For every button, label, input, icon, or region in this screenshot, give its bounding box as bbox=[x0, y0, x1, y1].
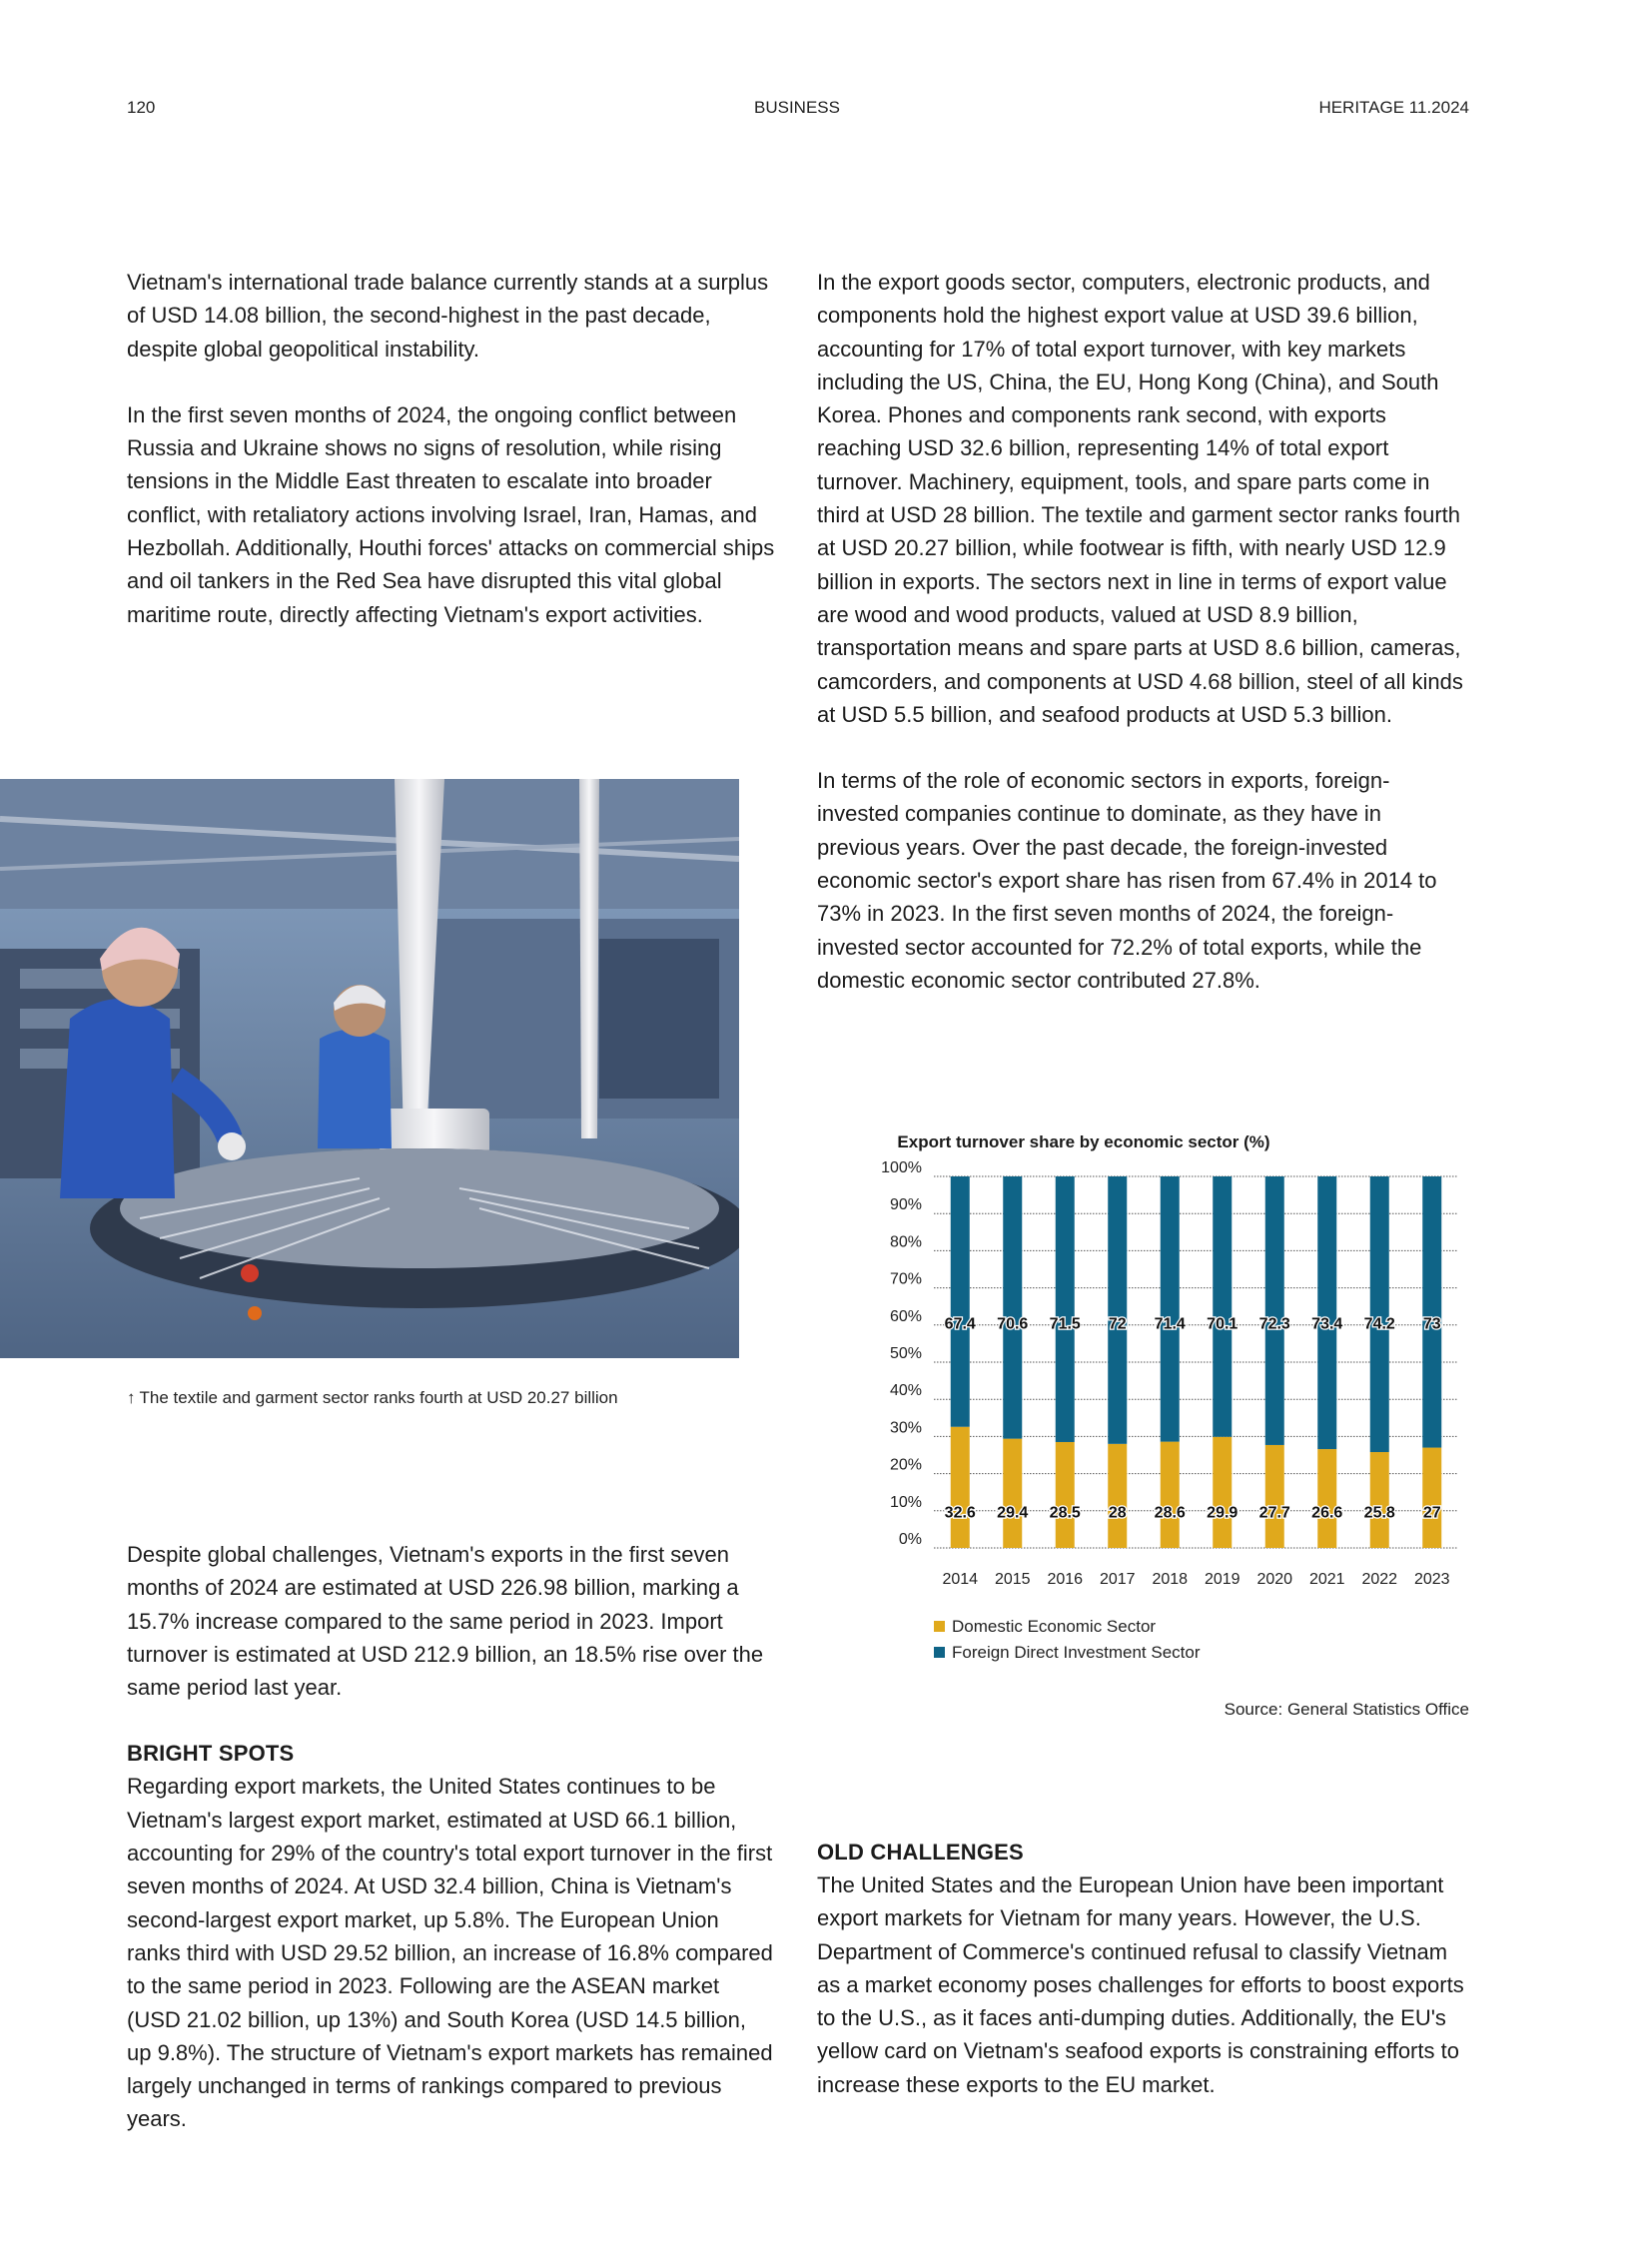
y-tick-label: 80% bbox=[889, 1233, 922, 1251]
y-tick-label: 10% bbox=[889, 1493, 922, 1511]
heading-old-challenges: OLD CHALLENGES bbox=[817, 1840, 1024, 1865]
bar-foreign bbox=[1265, 1176, 1284, 1445]
x-tick-label: 2020 bbox=[1256, 1571, 1293, 1588]
bar-foreign bbox=[1056, 1176, 1075, 1442]
bar-foreign bbox=[1422, 1176, 1441, 1448]
data-label-domestic: 26.6 bbox=[1311, 1504, 1343, 1522]
paragraph-trade-balance: Vietnam's international trade balance currently stands at a surplus of USD 14.08 billion, the second-highest in the past decade, despite global geopolitical instability. bbox=[127, 270, 769, 362]
bar-foreign bbox=[1003, 1176, 1022, 1439]
page-number: 120 bbox=[127, 98, 156, 117]
left-column-top bbox=[127, 266, 776, 631]
bar-domestic bbox=[1056, 1442, 1075, 1548]
paragraph-old-challenges: The United States and the European Union have been important export markets for Vietnam for many years. However, the U.S. Department of Commerce's continued refusal to classify Vietnam as a market economy poses challenges for efforts to boost exports to the U.S., as it faces anti-dumping duties. Additionally, the EU's yellow card on Vietnam's seafood exports is constraining efforts to increase these exports to the EU market. bbox=[817, 1872, 1464, 2097]
legend-label-domestic: Domestic Economic Sector bbox=[952, 1617, 1157, 1636]
bar-foreign bbox=[1108, 1176, 1127, 1444]
bar-domestic bbox=[1108, 1444, 1127, 1548]
data-label-foreign: 73.4 bbox=[1311, 1315, 1343, 1333]
x-tick-label: 2023 bbox=[1413, 1571, 1450, 1588]
x-tick-label: 2018 bbox=[1152, 1571, 1189, 1588]
bar-foreign bbox=[1317, 1176, 1336, 1449]
y-tick-label: 60% bbox=[889, 1307, 922, 1325]
bar-domestic bbox=[1370, 1452, 1389, 1548]
y-tick-label: 20% bbox=[889, 1456, 922, 1474]
bar-domestic bbox=[951, 1427, 970, 1548]
data-label-foreign: 71.5 bbox=[1049, 1315, 1081, 1333]
y-tick-label: 30% bbox=[889, 1419, 922, 1437]
bar-domestic bbox=[1213, 1437, 1232, 1548]
data-label-domestic: 32.6 bbox=[944, 1504, 976, 1522]
legend-label-foreign: Foreign Direct Investment Sector bbox=[952, 1643, 1201, 1662]
bar-foreign bbox=[1370, 1176, 1389, 1452]
chart-legend bbox=[934, 1614, 1200, 1666]
data-label-foreign: 67.4 bbox=[944, 1315, 976, 1333]
y-tick-label: 50% bbox=[889, 1345, 922, 1362]
bar-foreign bbox=[1161, 1176, 1180, 1442]
right-column-bottom bbox=[817, 1836, 1464, 2101]
paragraph-export-totals: Despite global challenges, Vietnam's exports in the first seven months of 2024 are estimated at USD 226.98 billion, marking a 15.7% increase compared to the same period in 2023. Import turnover is estimated at USD 212.9 billion, an 18.5% rise over the same period last year. bbox=[127, 1542, 764, 1701]
x-tick-label: 2019 bbox=[1204, 1571, 1240, 1588]
x-tick-label: 2022 bbox=[1361, 1571, 1398, 1588]
y-tick-label: 90% bbox=[889, 1196, 922, 1214]
data-label-foreign: 70.6 bbox=[997, 1315, 1029, 1333]
y-axis-ticks bbox=[881, 1159, 922, 1548]
data-label-foreign: 73 bbox=[1422, 1315, 1441, 1333]
legend-swatch-domestic bbox=[934, 1621, 945, 1632]
legend-item-domestic bbox=[934, 1614, 1200, 1640]
data-label-domestic: 27.7 bbox=[1258, 1504, 1290, 1522]
textile-factory-photo bbox=[0, 779, 739, 1358]
heading-bright-spots: BRIGHT SPOTS bbox=[127, 1741, 295, 1767]
photo-caption bbox=[127, 1388, 618, 1408]
data-label-foreign: 71.4 bbox=[1154, 1315, 1186, 1333]
paragraph-geopolitics: In the first seven months of 2024, the ongoing conflict between Russia and Ukraine shows no signs of resolution, while rising tensions in the Middle East threaten to escalate into broader conflict, with retaliatory actions involving Israel, Iran, Hamas, and Hezbollah. Additionally, Houthi forces' attacks on commercial ships and oil tankers in the Red Sea have disrupted this vital global maritime route, directly affecting Vietnam's export activities. bbox=[127, 401, 775, 627]
data-label-domestic: 29.9 bbox=[1207, 1504, 1239, 1522]
y-tick-label: 0% bbox=[898, 1531, 922, 1548]
bar-domestic bbox=[1003, 1439, 1022, 1548]
paragraph-export-markets: Regarding export markets, the United States continues to be Vietnam's largest export market, estimated at USD 66.1 billion, accounting for 29% of the country's total export turnover in the first seven months of 2024. At USD 32.4 billion, China is Vietnam's second-largest export market, up 5.8%. The European Union ranks third with USD 29.52 billion, an increase of 16.8% compared to the same period in 2023. Following are the ASEAN market (USD 21.02 billion, up 13%) and South Korea (USD 14.5 billion, up 9.8%). The structure of Vietnam's export markets has remained largely unchanged in terms of rankings compared to previous years. bbox=[127, 1774, 773, 2132]
data-label-foreign: 74.2 bbox=[1363, 1315, 1395, 1333]
x-tick-label: 2015 bbox=[994, 1571, 1031, 1588]
x-axis-ticks bbox=[942, 1571, 1449, 1588]
x-tick-label: 2014 bbox=[942, 1571, 979, 1588]
bar-foreign bbox=[951, 1176, 970, 1427]
arrow-up-icon: ↑ bbox=[127, 1388, 136, 1407]
bar-domestic bbox=[1265, 1445, 1284, 1548]
data-label-foreign: 70.1 bbox=[1207, 1315, 1239, 1333]
paragraph-export-goods: In the export goods sector, computers, electronic products, and components hold the highest export value at USD 39.6 billion, accounting for 17% of total export turnover, with key markets including the US, China, the EU, Hong Kong (China), and South Korea. Phones and components rank second, with exports reaching USD 32.6 billion, representing 14% of total export turnover. Machinery, equipment, tools, and spare parts come in third at USD 28 billion. The textile and garment sector ranks fourth at USD 20.27 billion, while footwear is fifth, with nearly USD 12.9 billion in exports. The sectors next in line in terms of export value are wood and wood products, valued at USD 8.9 billion, transportation means and spare parts at USD 8.6 billion, cameras, camcorders, and components at USD 4.68 billion, steel of all kinds at USD 5.5 billion, and seafood products at USD 5.3 billion. bbox=[817, 270, 1463, 727]
y-tick-label: 100% bbox=[881, 1159, 922, 1176]
legend-swatch-foreign bbox=[934, 1647, 945, 1658]
data-label-domestic: 27 bbox=[1422, 1504, 1441, 1522]
data-label-domestic: 28.6 bbox=[1154, 1504, 1186, 1522]
y-tick-label: 40% bbox=[889, 1382, 922, 1400]
bar-domestic bbox=[1422, 1448, 1441, 1548]
bar-domestic bbox=[1161, 1442, 1180, 1548]
right-column-top bbox=[817, 266, 1464, 997]
issue-label: HERITAGE 11.2024 bbox=[1318, 98, 1469, 117]
data-label-domestic: 29.4 bbox=[997, 1504, 1029, 1522]
x-tick-label: 2021 bbox=[1308, 1571, 1345, 1588]
paragraph-economic-sectors: In terms of the role of economic sectors in exports, foreign-invested companies continue to dominate, as they have in previous years. Over the past decade, the foreign-invested economic sector's export share has risen from 67.4% in 2014 to 73% in 2023. In the first seven months of 2024, the foreign-invested sector accounted for 72.2% of total exports, while the domestic economic sector contributed 27.8%. bbox=[817, 768, 1437, 993]
bar-foreign bbox=[1213, 1176, 1232, 1437]
photo-caption-text: The textile and garment sector ranks fourth at USD 20.27 billion bbox=[139, 1388, 618, 1407]
section-label: BUSINESS bbox=[754, 98, 840, 117]
x-tick-label: 2016 bbox=[1047, 1571, 1084, 1588]
data-label-domestic: 28 bbox=[1108, 1504, 1127, 1522]
data-label-foreign: 72.3 bbox=[1258, 1315, 1290, 1333]
chart-source: Source: General Statistics Office bbox=[1224, 1700, 1469, 1719]
legend-item-foreign bbox=[934, 1640, 1200, 1666]
data-label-domestic: 25.8 bbox=[1363, 1504, 1395, 1522]
data-label-foreign: 72 bbox=[1108, 1315, 1127, 1333]
data-label-domestic: 28.5 bbox=[1049, 1504, 1081, 1522]
chart-title: Export turnover share by economic sector (%) bbox=[897, 1132, 1270, 1151]
left-column-bottom bbox=[127, 1538, 776, 2136]
factory-illustration bbox=[0, 779, 739, 1358]
y-tick-label: 70% bbox=[889, 1270, 922, 1288]
x-tick-label: 2017 bbox=[1099, 1571, 1136, 1588]
bar-domestic bbox=[1317, 1449, 1336, 1548]
